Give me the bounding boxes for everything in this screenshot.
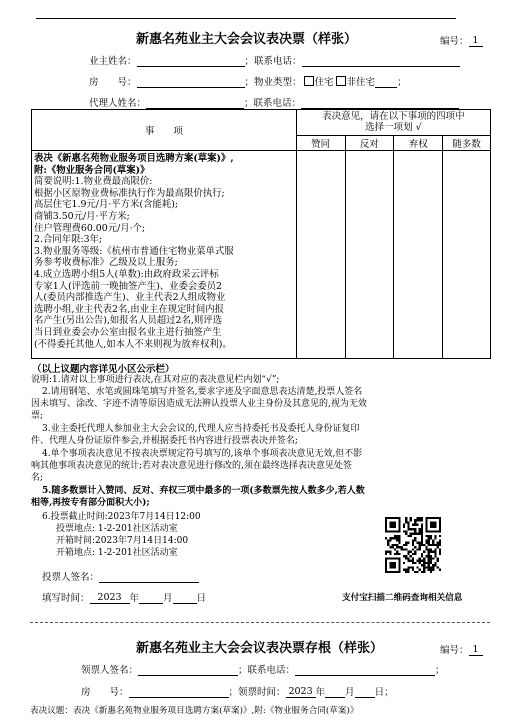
note-3b: 件、代理人身份证原件参会,并根据委托书内容进行投票表决并签名;	[31, 436, 298, 446]
qr-caption: 支付宝扫描二维码查询相关信息	[342, 593, 463, 603]
item-line: 高层住宅1.9元/月·平方米(含能耗);	[34, 199, 179, 211]
open-time: 开箱时间:2023年7月14日14:00	[56, 536, 189, 546]
receive-month-field[interactable]	[325, 686, 345, 698]
agent-phone-label: ；联系电话：	[244, 98, 302, 109]
number-label	[440, 33, 483, 47]
receive-day-field[interactable]	[355, 686, 375, 698]
note-2c: 票;	[31, 411, 44, 421]
qr-code	[385, 517, 441, 573]
receive-month-suffix: 月	[345, 687, 355, 698]
stub-room-field[interactable]	[129, 686, 229, 698]
owner-name-label: 业主姓名：	[89, 56, 137, 67]
item-line: 当日到业委会办公室由报名业主进行抽签产生	[34, 326, 222, 338]
stub-title: 新惠名苑业主大会会议表决票存根（样张）	[136, 641, 384, 656]
matter-header	[32, 110, 297, 151]
top-rule	[36, 18, 456, 19]
number-label-text: 编号：	[440, 36, 469, 47]
voter-sign-field[interactable]	[99, 571, 199, 583]
note-4b: 响其他事项表决意见的统计;若对表决意见进行修改的,须在最终选择表决意见处签	[31, 461, 352, 471]
year-suffix: 年	[129, 593, 140, 604]
item-line: 2.合同年限:3年;	[34, 234, 103, 246]
item-line: 简要说明:1.物业费最高限价:	[34, 176, 153, 188]
number-value: 1	[469, 35, 483, 47]
residential-label: 住宅	[314, 77, 334, 88]
vote-place: 投票地点: 1-2-201社区活动室	[56, 524, 178, 534]
note-5b: 相等,再按专有部分面积大小);	[31, 498, 150, 508]
majority-cell[interactable]	[443, 151, 491, 359]
stub-number	[440, 642, 483, 656]
stub-room-label: 房 号：	[81, 687, 129, 698]
opinion-header	[296, 110, 490, 136]
day-suffix: 日	[196, 593, 207, 604]
recipient-sign-field[interactable]	[138, 664, 238, 676]
abstain-cell[interactable]	[394, 151, 443, 359]
cut-line	[30, 622, 490, 623]
stub-number-value: 1	[469, 644, 483, 656]
item-line: (不得委托其他人,如本人不来则视为放弃权利)。	[34, 338, 232, 350]
item-line: 商铺3.50元/月·平方米;	[34, 210, 130, 222]
owner-row	[89, 53, 460, 67]
month-suffix: 月	[163, 593, 173, 604]
option-abstain: 弃权	[394, 136, 443, 151]
note-6-deadline: 6.投票截止时间:2023年7月14日12:00	[42, 512, 201, 522]
owner-name-field[interactable]	[137, 55, 245, 67]
note-2a: 2.请用钢笔、水笔或圆珠笔填写并签名,要求字迹及字面意思表达清楚,投票人签名	[42, 387, 363, 397]
table-footer-note: （以上议题内容详见小区公示栏）	[32, 364, 175, 375]
item-line: 名产生(另出公告),如报名人员超过2名,则评选	[34, 315, 222, 327]
note-2b: 因未填写、涂改、字迹不清等原因造成无法辨认投票人业主身份及其意见的,视为无效	[31, 399, 367, 409]
stub-recipient-row: 领票人签名： ；联系电话： ；	[81, 665, 445, 676]
page-title: 新惠名苑业主大会会议表决票（样张）	[136, 32, 358, 47]
agent-name-label: 代理人姓名：	[89, 98, 147, 109]
recipient-sign-label: 领票人签名：	[81, 665, 139, 676]
receive-day-suffix: 日；	[374, 687, 394, 698]
item-line: 选聘小组,业主代表2名,由业主在规定时间内报	[34, 303, 225, 315]
item-line: 3.物业服务等级:《杭州市普通住宅物业菜单式服	[34, 245, 234, 257]
property-type-label: ；物业类型：	[244, 77, 302, 88]
opinion-header-line1: 表决意见，请在以下事项的四项中	[322, 111, 465, 122]
note-5a: 5.随多数票计入赞同、反对、弃权三项中最多的一项(多数票先按人数多少,若人数	[42, 486, 365, 496]
item-line: 4.成立选聘小组5人(单数):由政府政采云评标	[34, 268, 219, 280]
receive-year-suffix: 年	[315, 687, 326, 698]
item-line: 根据小区原物业费标准执行作为最高限价执行;	[34, 187, 225, 199]
item-line: 住户管理费60.00元/月·个;	[34, 222, 146, 234]
residential-checkbox[interactable]	[304, 76, 314, 86]
item-line: 人(委员内部推选产生)、业主代表2人组成物业	[34, 292, 226, 304]
stub-topic: 表决议题：表决《新惠名苑物业服务项目选聘方案(草案)》,附:《物业服务合同(草案)》	[30, 706, 359, 716]
item-title-line2: 附:《物业服务合同(草案)》	[34, 164, 150, 176]
non-residential-checkbox[interactable]	[336, 76, 346, 86]
note-3a: 3.业主委托代理人参加业主大会会议的,代理人应当持委托书及委托人身份证复印	[42, 424, 360, 434]
agent-row	[89, 95, 459, 109]
property-type-blank	[375, 76, 397, 88]
non-residential-label: 非住宅	[346, 77, 376, 88]
item-line: 专家1人(评选前一晚抽签产生)、业委会委员2	[34, 280, 222, 292]
room-field[interactable]	[137, 76, 245, 88]
stub-number-label: 编号：	[440, 645, 469, 656]
fill-month-field[interactable]	[139, 592, 163, 604]
note-1: 说明:1.请对以上事项进行表决,在其对应的表决意见栏内划“√”;	[31, 375, 280, 385]
fill-day-field[interactable]	[173, 592, 197, 604]
item-content	[32, 151, 297, 359]
receive-time-label: ；领票时间：	[228, 687, 286, 698]
voter-sign-row	[42, 569, 199, 583]
item-title-line1: 表决《新惠名苑物业服务项目选聘方案(草案)》,	[34, 153, 234, 164]
stub-phone-label: ；联系电话：	[238, 665, 296, 676]
room-label: 房 号：	[89, 77, 137, 88]
stub-room-row	[81, 684, 394, 698]
option-majority: 随多数	[443, 136, 491, 151]
note-4a: 4.单个事项表决意见不按表决票规定符号填写的,该单个事项表决意见无效,但不影	[42, 449, 363, 459]
option-oppose: 反对	[345, 136, 394, 151]
owner-phone-label: ；联系电话：	[244, 56, 302, 67]
stub-phone-field[interactable]	[295, 664, 435, 676]
item-line: 务参考收费标准》乙级及以上服务;	[34, 257, 178, 269]
receive-year[interactable]: 2023	[286, 686, 316, 698]
owner-phone-field[interactable]	[302, 55, 460, 67]
open-place: 开箱地点: 1-2-201社区活动室	[56, 548, 178, 558]
vote-table	[31, 109, 491, 359]
agree-cell[interactable]	[296, 151, 345, 359]
fill-date-row	[42, 590, 206, 604]
agent-phone-field[interactable]	[301, 97, 459, 109]
fill-date-label: 填写时间：	[42, 593, 90, 604]
oppose-cell[interactable]	[345, 151, 394, 359]
note-4c: 名;	[31, 473, 44, 483]
voter-sign-label: 投票人签名：	[42, 572, 100, 583]
agent-name-field[interactable]	[146, 97, 244, 109]
opinion-header-line2: 选择一项划 √	[365, 122, 422, 133]
option-agree: 赞同	[296, 136, 345, 151]
room-row: 房 号： ；物业类型： 住宅 非住宅 ；	[89, 77, 407, 88]
fill-year[interactable]: 2023	[90, 592, 130, 604]
matter-header-text: 事 项	[144, 126, 183, 137]
